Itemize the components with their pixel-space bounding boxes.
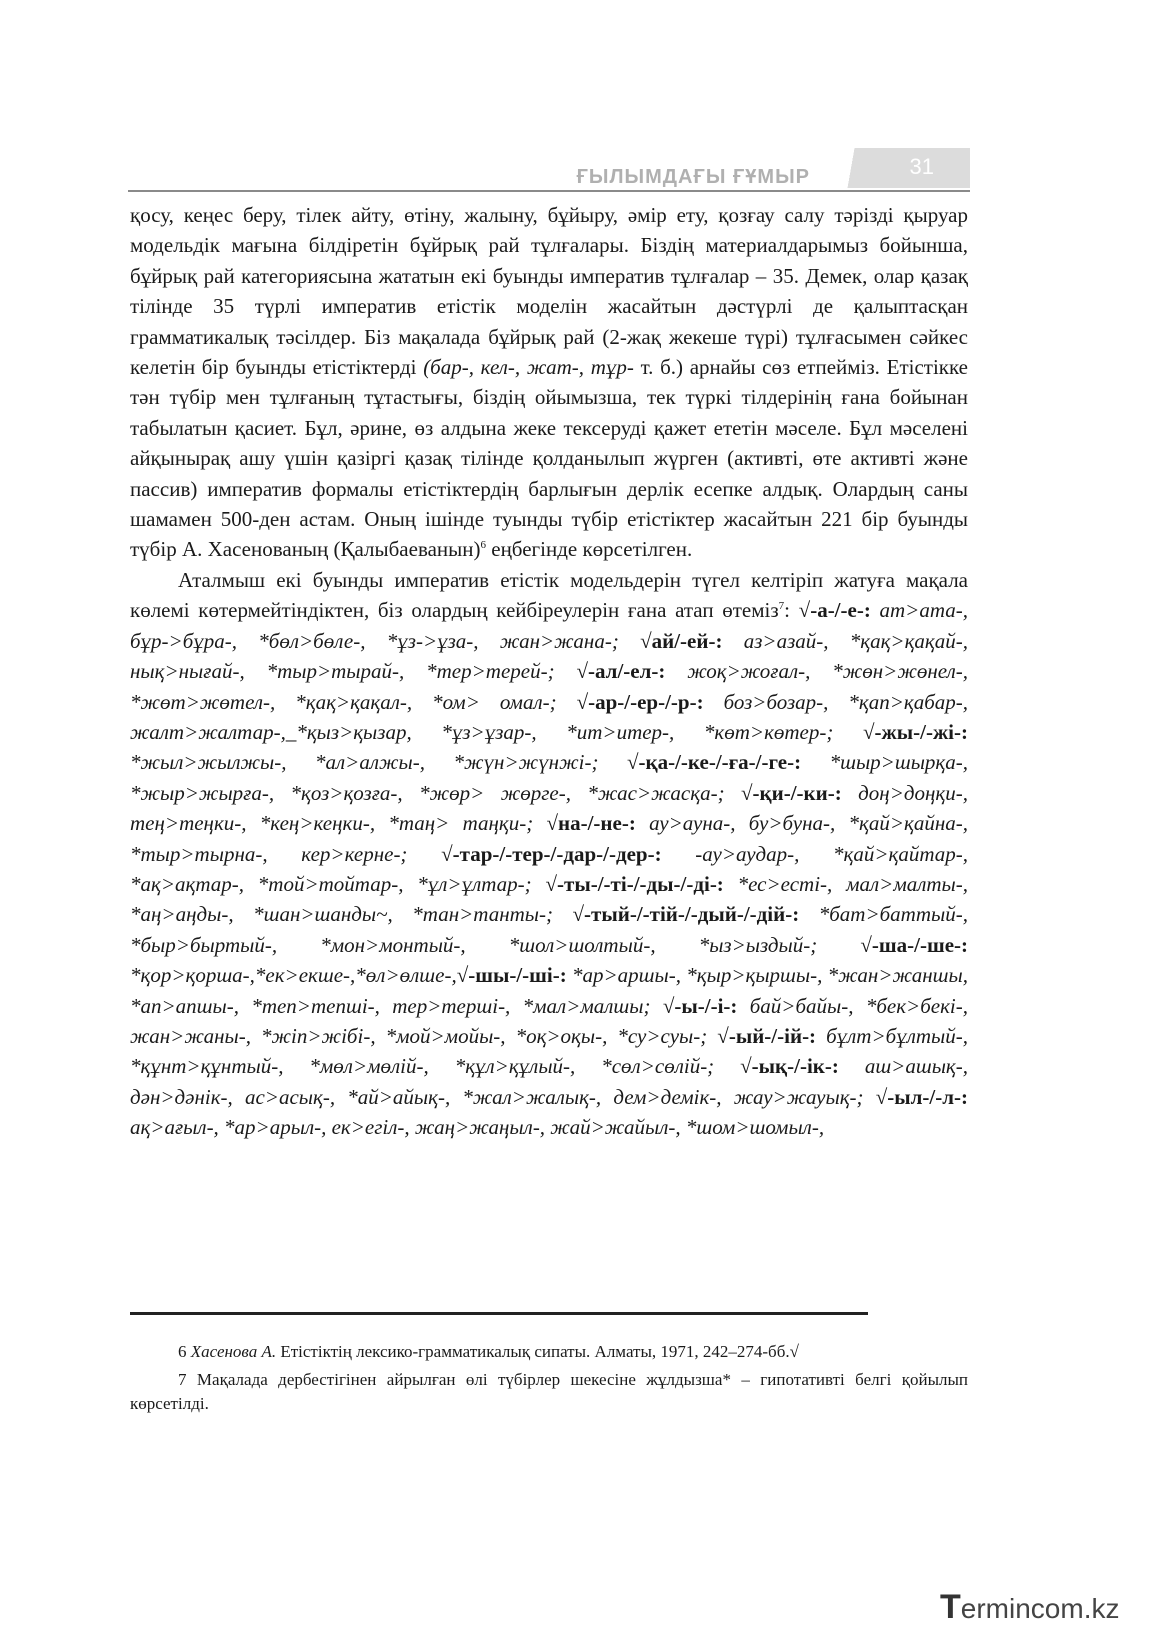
model-suffix: √-тый-/-тій-/-дый-/-дій-:	[572, 902, 819, 927]
model-suffix: √-ал/-ел-:	[576, 659, 688, 684]
model-suffix: √-шы-/-ші-:	[456, 963, 573, 988]
model-examples: *ар>аршы-, *қыр>қыршы-, *жан>жаншы, *ап>апшы-, *теп>тепші-, тер>терші-, *мал>малшы;	[130, 963, 969, 1018]
watermark-initial: T	[940, 1588, 961, 1626]
footnote-ref-6[interactable]: 6	[480, 539, 486, 552]
model-suffix: √-жы-/-жі-:	[862, 719, 968, 744]
footnote-number: 7	[178, 1370, 187, 1389]
model-suffix: √-қа-/-ке-/-ға-/-ге-:	[626, 750, 830, 775]
paragraph-2	[130, 565, 968, 1143]
running-header	[128, 148, 970, 192]
model-suffix: √-қи-/-ки-:	[741, 780, 859, 805]
model-examples: боз>бозар-, *қап>қабар-, жалт>жалтар-,_*қыз>қызар, *ұз>ұзар-, *ит>итер-, *көт>көтер-;	[130, 689, 968, 744]
model-suffix: √-ыл-/-л-:	[875, 1084, 968, 1109]
p1-text-a: қосу, кеңес беру, тілек айту, өтіну, жалыну, бұйыру, әмір ету, қозғау салу тәрізді қыруар модельдік мағына білдіретін бұйрық рай тұлғалары. Біздің материалдарымыз бойынша, бұйрық рай категориясына жататын екі буынды императив тұлғалар – 35. Демек, олар қазақ тілінде 35 түрлі императив етістік моделін жасайтын дәстүрлі де қалыптасқан грамматикалық тәсілдер. Біз мақалада бұйрық рай (2-жақ жекеше түрі) тұлғасымен сәйкес келетін бір буынды етістіктерді	[130, 203, 968, 380]
model-examples: *бат>баттый-, *быр>быртый-, *мон>монтый-, *шол>шолтый-, *ыз>ыздый-;	[130, 902, 968, 957]
model-list	[130, 598, 968, 1139]
header-title: ҒЫЛЫМДАҒЫ ҒҰМЫР	[576, 166, 810, 188]
p1-italic-examples: (бар-, кел-, жат-, тұр-	[423, 355, 634, 380]
footnote-ref-7[interactable]: 7	[778, 600, 785, 613]
model-suffix: √-ый-/-ій-:	[717, 1023, 827, 1048]
model-examples: бай>байы-, *бек>бекі-, жан>жаны-, *жіп>жібі-, *мой>мойы-, *оқ>оқы-, *су>суы-;	[130, 993, 969, 1048]
footnote-7	[130, 1368, 968, 1416]
model-examples: -ау>аудар-, *қай>қайтар-, *ақ>ақтар-, *той>тойтар-, *ұл>ұлтар-;	[130, 841, 969, 896]
model-suffix: √-ы-/-і-:	[662, 993, 750, 1018]
watermark-text: ermincom.kz	[960, 1593, 1120, 1624]
p2-intro: Аталмыш екі буынды императив етістік модельдерін түгел келтіріп жатуға мақала көлемі көтермейтіндіктен, біз олардың кейбіреулерін ғана атап өтеміз	[130, 567, 968, 623]
model-examples: бұлт>бұлтый-, *құнт>құнтый-, *мөл>мөлій-, *құл>құлый-, *сөл>сөлій-;	[130, 1023, 968, 1079]
page-number-tab	[820, 148, 970, 188]
footnote-author: Хасенова А.	[190, 1342, 277, 1361]
model-suffix: √-а-/-е-:	[798, 598, 880, 623]
model-suffix: √на-/-не-:	[546, 811, 650, 836]
p2-intro-colon: :	[784, 598, 799, 623]
footnotes	[130, 1340, 968, 1420]
model-suffix: √-ық-/-ік-:	[740, 1054, 865, 1079]
model-examples: жоқ>жоғал-, *жөн>жөнел-, *жөт>жөтел-, *қақ>қақал-, *ом> омал-;	[130, 659, 968, 714]
article-body	[130, 200, 968, 1143]
model-examples: ат>ата-, бұр->бұра-, *бөл>бөле-, *ұз->ұза-, жан>жана-;	[130, 598, 968, 653]
model-examples: *шыр>шырқа-, *жыр>жырға-, *қоз>қозға-, *жөр> жөрге-, *жас>жасқа-;	[130, 750, 968, 805]
page-number: 31	[909, 154, 934, 179]
paragraph-1	[130, 200, 968, 565]
model-examples: *жыл>жылжы-, *ал>алжы-, *жүн>жүнжі-;	[130, 750, 627, 775]
model-examples: ақ>ағыл-, *ар>арыл-, ек>егіл-, жаң>жаңыл-, жай>жайыл-, *шом>шомыл-,	[130, 1115, 825, 1140]
model-examples: ау>ауна-, бу>буна-, *қай>қайна-, *тыр>тырна-, кер>керне-;	[130, 811, 968, 866]
model-suffix: √-тар-/-тер-/-дар-/-дер-:	[441, 841, 696, 866]
model-examples: аз>азай-, *қақ>қақай-, нық>нығай-, *тыр>тырай-, *тер>терей-;	[130, 628, 968, 684]
model-examples: *ес>есті-, мал>малты-, *аң>аңды-, *шан>шанды~, *тан>танты-;	[130, 871, 969, 927]
model-examples: *қор>қорша-,*ек>екше-,*өл>өлше-,	[130, 963, 457, 988]
model-examples: доң>доңқи-, тең>теңки-, *кең>кеңки-, *таң> таңқи-;	[130, 780, 968, 836]
watermark-logo	[940, 1588, 1140, 1624]
footnote-number: 6	[178, 1342, 187, 1361]
model-suffix: √-ша-/-ше-:	[860, 932, 968, 957]
model-examples: аш>ашық-, дән>дәнік-, ас>асық-, *ай>айық-, *жал>жалық-, дем>демік-, жау>жауық-;	[130, 1054, 968, 1109]
model-suffix: √-ар-/-ер-/-р-:	[576, 689, 724, 714]
model-suffix: √-ты-/-ті-/-ды-/-ді-:	[545, 871, 738, 896]
footnote-rule	[130, 1312, 868, 1315]
p1-text-c: еңбегінде көрсетілген.	[486, 537, 693, 562]
footnote-text: Мақалада дербестігінен айрылған өлі түбірлер шекесіне жұлдызша* – гипотативті белгі қойылып көрсетілді.	[130, 1370, 968, 1413]
p1-text-b: т. б.) арнайы сөз етпейміз. Етістікке тән түбір мен тұлғаның тұтастығы, біздің ойымызша, тек түркі тілдерінің ғана бойынан табылатын қасиет. Бұл, әрине, өз алдына жеке тексеруді қажет ететін мәселе. Бұл мәселені айқынырақ ашу үшін қазіргі қазақ тілінде қолданылып жүрген (активті, өте активті және пассив) императив формалы етістіктердің барлығын дерлік есепке алдық. Олардың саны шамамен 500-ден астам. Оның ішінде туынды түбір етістіктер жасайтын 221 бір буынды түбір А. Хасенованың (Қалыбаеванын)	[130, 355, 968, 562]
footnote-text: Етістіктің лексико-грамматикалық сипаты. Алматы, 1971, 242–274-бб.√	[276, 1342, 799, 1361]
footnote-6	[130, 1340, 968, 1364]
model-suffix: √ай/-ей-:	[640, 628, 744, 653]
header-rule	[128, 190, 970, 192]
